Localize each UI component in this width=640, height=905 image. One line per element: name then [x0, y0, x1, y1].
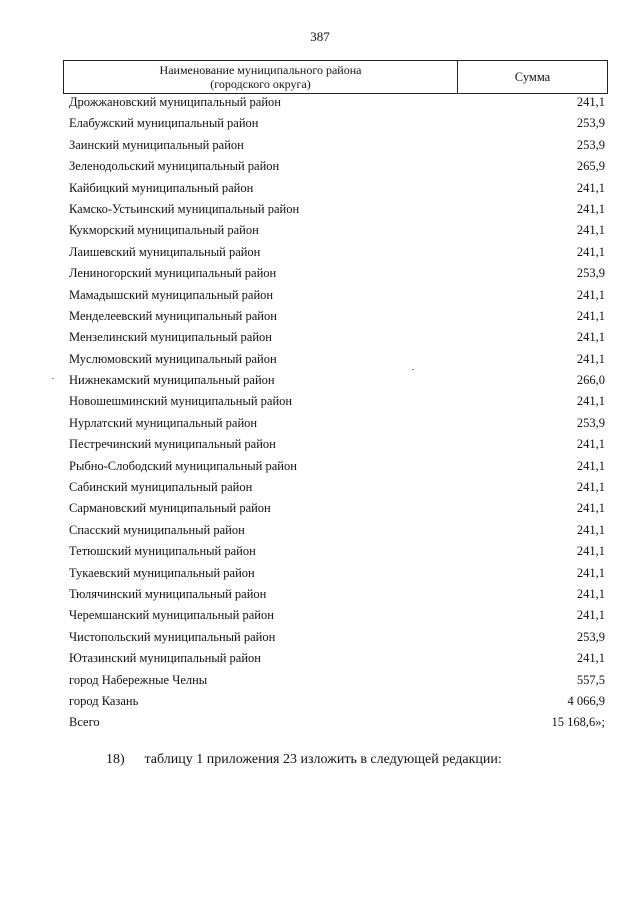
district-sum: 241,1	[576, 586, 605, 601]
district-sum: 241,1	[576, 608, 605, 623]
table-row	[0, 201, 640, 222]
table-row	[0, 308, 640, 329]
district-name: Тюлячинский муниципальный район	[69, 586, 267, 601]
column-header-name-line2: (городского округа)	[210, 77, 311, 91]
district-name: Новошешминский муниципальный район	[69, 394, 293, 409]
district-sum: 253,9	[576, 266, 605, 281]
district-name: Нурлатский муниципальный район	[69, 415, 258, 430]
district-sum: 241,1	[576, 201, 605, 216]
district-sum: 241,1	[576, 565, 605, 580]
district-sum: 241,1	[576, 223, 605, 238]
district-name: Кайбицкий муниципальный район	[69, 180, 254, 195]
district-name: Спасский муниципальный район	[69, 522, 245, 537]
table-row	[0, 115, 640, 136]
district-sum: 241,1	[576, 244, 605, 259]
table-row	[0, 222, 640, 243]
column-header-sum: Сумма	[514, 69, 551, 84]
district-sum: 241,1	[576, 501, 605, 516]
district-name: Чистопольский муниципальный район	[69, 629, 276, 644]
table-row	[0, 693, 640, 714]
district-name: город Казань	[69, 693, 139, 708]
table-row	[0, 672, 640, 693]
district-name: Мензелинский муниципальный район	[69, 330, 272, 345]
district-name: Елабужский муниципальный район	[69, 116, 259, 131]
district-name: Лениногорский муниципальный район	[69, 266, 277, 281]
amendment-item-number: 18)	[106, 752, 125, 767]
scan-speck	[52, 378, 54, 379]
scan-speck	[412, 369, 414, 370]
district-name: Мамадышский муниципальный район	[69, 287, 274, 302]
table-header	[63, 60, 608, 94]
table-row	[0, 607, 640, 628]
table-row	[0, 543, 640, 564]
table-row	[0, 329, 640, 350]
district-name: Нижнекамский муниципальный район	[69, 373, 275, 388]
table-row	[0, 265, 640, 286]
district-name: Муслюмовский муниципальный район	[69, 351, 277, 366]
district-sum: 241,1	[576, 95, 605, 109]
table-row	[0, 714, 640, 735]
table-row	[0, 586, 640, 607]
table-row	[0, 415, 640, 436]
amendment-paragraph	[106, 752, 502, 768]
district-name: Тетюшский муниципальный район	[69, 544, 256, 559]
district-sum: 253,9	[576, 116, 605, 131]
district-name: Всего	[69, 715, 100, 730]
page-number: 387	[310, 29, 330, 44]
district-sum: 241,1	[576, 651, 605, 666]
district-name: Тукаевский муниципальный район	[69, 565, 255, 580]
district-sum: 557,5	[576, 672, 605, 687]
district-sum: 241,1	[576, 544, 605, 559]
table-row	[0, 436, 640, 457]
table-row	[0, 393, 640, 414]
district-name: Менделеевский муниципальный район	[69, 308, 277, 323]
district-name: Кукморский муниципальный район	[69, 223, 259, 238]
table-row	[0, 522, 640, 543]
table-row	[0, 180, 640, 201]
district-sum: 241,1	[576, 522, 605, 537]
district-sum: 241,1	[576, 480, 605, 495]
table-row	[0, 500, 640, 521]
table-row	[0, 287, 640, 308]
table-row	[0, 629, 640, 650]
district-name: Дрожжановский муниципальный район	[69, 95, 281, 109]
district-sum: 241,1	[576, 330, 605, 345]
table-body	[0, 94, 640, 736]
district-sum: 241,1	[576, 308, 605, 323]
district-name: Черемшанский муниципальный район	[69, 608, 274, 623]
table-row	[0, 650, 640, 671]
column-header-name	[64, 61, 458, 93]
district-sum: 241,1	[576, 437, 605, 452]
district-sum: 253,9	[576, 137, 605, 152]
column-header-name-line1: Наименование муниципального района	[159, 63, 362, 77]
district-name: Зеленодольский муниципальный район	[69, 159, 280, 174]
amendment-text: таблицу 1 приложения 23 изложить в следующей редакции:	[144, 752, 502, 767]
district-sum: 241,1	[576, 351, 605, 366]
district-name: Заинский муниципальный район	[69, 137, 244, 152]
district-name: Сабинский муниципальный район	[69, 480, 253, 495]
table-row	[0, 158, 640, 179]
table-row	[0, 479, 640, 500]
district-name: Рыбно-Слободский муниципальный район	[69, 458, 297, 473]
district-sum: 253,9	[576, 629, 605, 644]
district-sum: 4 066,9	[567, 693, 605, 708]
district-sum: 241,1	[576, 458, 605, 473]
district-name: город Набережные Челны	[69, 672, 208, 687]
district-sum: 241,1	[576, 287, 605, 302]
table-row	[0, 565, 640, 586]
district-sum: 253,9	[576, 415, 605, 430]
table-row	[0, 351, 640, 372]
district-sum: 266,0	[576, 373, 605, 388]
district-sum: 265,9	[576, 159, 605, 174]
table-row	[0, 458, 640, 479]
table-row	[0, 94, 640, 115]
table-row	[0, 137, 640, 158]
district-name: Камско-Устьинский муниципальный район	[69, 201, 300, 216]
district-name: Сармановский муниципальный район	[69, 501, 271, 516]
district-name: Лаишевский муниципальный район	[69, 244, 261, 259]
district-sum: 241,1	[576, 394, 605, 409]
table-row	[0, 244, 640, 265]
district-name: Ютазинский муниципальный район	[69, 651, 261, 666]
district-sum: 15 168,6»;	[551, 715, 605, 730]
district-name: Пестречинский муниципальный район	[69, 437, 276, 452]
district-sum: 241,1	[576, 180, 605, 195]
table-row	[0, 372, 640, 393]
